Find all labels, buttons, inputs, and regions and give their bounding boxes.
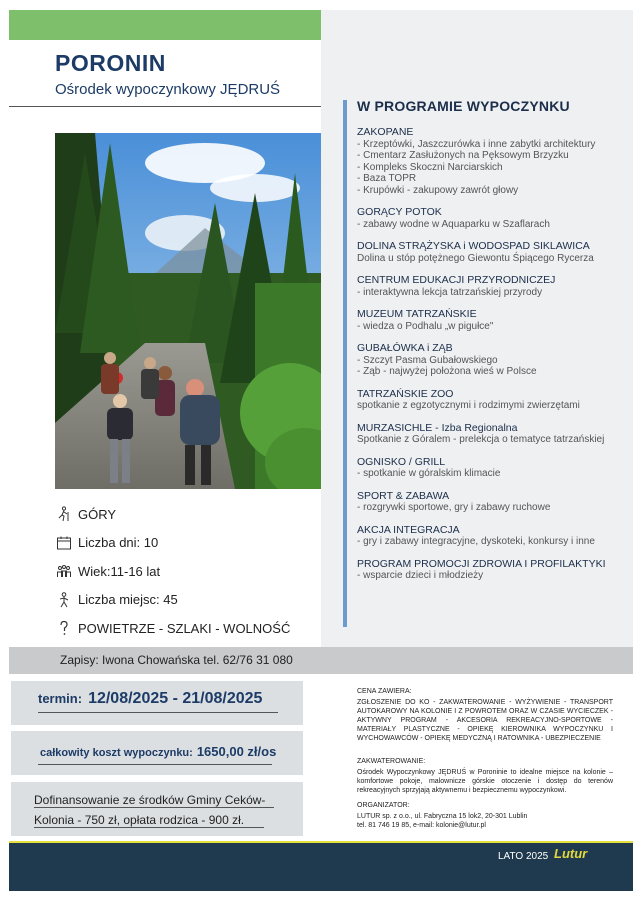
- section-heading: PROGRAM PROMOCJI ZDROWIA I PROFILAKTYKI: [357, 557, 606, 570]
- person-icon: [55, 591, 73, 609]
- section-line: Spotkanie z Góralem - prelekcja o tematyce tatrzańskiej: [357, 434, 605, 445]
- page-title: PORONIN: [55, 50, 166, 76]
- trip-facts: [55, 500, 315, 643]
- section-line: spotkanie z egzotycznymi i rodzimymi zwierzętami: [357, 400, 580, 411]
- program-section: [357, 558, 619, 582]
- brand-logo: Lutur: [554, 846, 588, 861]
- fact-text: GÓRY: [78, 506, 117, 522]
- section-heading: DOLINA STRĄŻYSKA i WODOSPAD SIKLAWICA: [357, 240, 590, 252]
- price-includes-heading: CENA ZAWIERA:: [357, 688, 412, 695]
- season-label: LATO 2025: [498, 851, 549, 862]
- program-section: [357, 206, 619, 230]
- section-line: - zabawy wodne w Aquaparku w Szaflarach: [357, 218, 550, 230]
- group-icon: [55, 562, 73, 580]
- section-heading: AKCJA INTEGRACJA: [357, 523, 460, 536]
- section-line: - wiedza o Podhalu „w pigułce": [357, 320, 494, 332]
- question-icon: [55, 619, 73, 637]
- funding-underline: [34, 827, 264, 828]
- fact-text: Liczba dni: 10: [78, 535, 159, 551]
- organizer-address: LUTUR sp. z o.o., ul. Fabryczna 15 lok2, 20-301 Lublin: [357, 813, 528, 820]
- forest-trail-image: [55, 133, 321, 489]
- section-line: - interaktywna lekcja tatrzańskiej przyrody: [357, 286, 543, 298]
- section-line: - Szczyt Pasma Gubałowskiego: [357, 354, 498, 366]
- accommodation-heading: ZAKWATEROWANIE:: [357, 758, 426, 765]
- section-line: - Cmentarz Zasłużonych na Pęksowym Brzyzku: [357, 150, 569, 161]
- section-line: - Kompleks Skoczni Narciarskich: [357, 161, 503, 173]
- section-heading: MUZEUM TATRZAŃSKIE: [357, 308, 477, 320]
- program-section: [357, 388, 619, 412]
- title-divider: [9, 106, 321, 107]
- program-section: [357, 456, 619, 480]
- calendar-icon: [55, 534, 73, 552]
- section-heading: ZAKOPANE: [357, 126, 414, 138]
- trip-cost: [40, 744, 276, 759]
- program-section: [357, 308, 619, 332]
- page-subtitle: Ośrodek wypoczynkowy JĘDRUŚ: [55, 81, 281, 98]
- section-line: - Baza TOPR: [357, 173, 417, 184]
- fact-item: [55, 586, 315, 615]
- section-heading: OGNISKO / GRILL: [357, 455, 446, 468]
- program-section: [357, 490, 619, 514]
- fact-text: Liczba miejsc: 45: [78, 592, 178, 608]
- section-line: - Ząb - najwyżej położona wieś w Polsce: [357, 366, 537, 377]
- price-includes-text: ZGŁOSZENIE DO KO - ZAKWATEROWANIE - WYŻYWIENIE - TRANSPORT AUTOKAROWY NA KOLONIE I Z POWROTEM ORAZ W CZASIE WYCIECZEK - AKTYWNY PROGRAM - AKCESORIA REKREACYJNO-SPORTOWE - MATERIAŁY PLASTYCZNE - OPIEKĘ KIEROWNIKA WYPOCZYNKU I WYCHOWAWCÓW - OPIEKĘ MEDYCZNĄ I RATOWNIKA - UBEZPIECZENIE: [357, 699, 613, 742]
- section-line: - Krupówki - zakupowy zawrót głowy: [357, 184, 519, 196]
- dates-label: termin:: [38, 691, 83, 706]
- program-section: [357, 274, 619, 298]
- organizer-contact: tel. 81 746 19 85, e-mail: kolonie@lutur.pl: [357, 822, 486, 829]
- price-includes: [357, 687, 613, 743]
- trip-dates: [38, 690, 262, 708]
- program-section: [357, 524, 619, 548]
- section-line: Dolina u stóp potężnego Giewontu Śpiącego Rycerza: [357, 252, 594, 264]
- cost-label: całkowity koszt wypoczynku:: [40, 747, 193, 759]
- accommodation: [357, 757, 613, 795]
- program-section: [357, 342, 619, 378]
- fact-item: [55, 500, 315, 529]
- fact-item: [55, 529, 315, 558]
- section-line: - spotkanie w góralskim klimacie: [357, 468, 501, 479]
- section-heading: GUBAŁÓWKA i ZĄB: [357, 342, 453, 354]
- program-list: [357, 98, 619, 592]
- hero-photo: [55, 133, 321, 489]
- header-accent-bar: [9, 10, 321, 40]
- section-heading: GORĄCY POTOK: [357, 206, 442, 218]
- program-section: [357, 422, 619, 446]
- dates-underline: [38, 712, 278, 713]
- fact-text: POWIETRZE - SZLAKI - WOLNOŚĆ: [78, 620, 291, 636]
- hiker-icon: [55, 505, 73, 523]
- section-line: - Krzeptówki, Jaszczurówka i inne zabytki architektury: [357, 138, 596, 150]
- section-heading: TATRZAŃSKIE ZOO: [357, 387, 454, 400]
- program-section: [357, 126, 619, 196]
- program-section: [357, 240, 619, 264]
- fact-text: Wiek:11-16 lat: [78, 563, 161, 579]
- section-heading: SPORT & ZABAWA: [357, 489, 450, 502]
- funding-underline: [34, 807, 274, 808]
- program-accent-bar: [343, 100, 347, 627]
- section-heading: MURZASICHLE - Izba Regionalna: [357, 421, 518, 434]
- section-line: - rozgrywki sportowe, gry i zabawy ruchowe: [357, 502, 551, 513]
- program-title: W PROGRAMIE WYPOCZYNKU: [357, 98, 570, 114]
- section-line: - gry i zabawy integracyjne, dyskoteki, konkursy i inne: [357, 536, 595, 547]
- section-line: - wsparcie dzieci i młodzieży: [357, 570, 484, 581]
- organizer: [357, 801, 613, 830]
- fact-item: [55, 557, 315, 586]
- funding-text: Dofinansowanie ze środków Gminy Ceków-Kolonia - 750 zł, opłata rodzica - 900 zł.: [34, 793, 266, 827]
- organizer-heading: ORGANIZATOR:: [357, 802, 410, 809]
- cost-underline: [38, 764, 272, 765]
- fact-item: [55, 614, 315, 643]
- cost-value: 1650,00 zł/os: [196, 744, 277, 759]
- accommodation-text: Ośrodek Wypoczynkowy JĘDRUŚ w Poroninie to idealne miejsce na kolonie – komfortowe pokoje, malownicze górskie otoczenie i dostęp do terenów rekreacyjnych sprzyjają aktywnemu i bezpiecznemu wypoczynkowi.: [357, 769, 613, 794]
- dates-value: 12/08/2025 - 21/08/2025: [88, 690, 263, 707]
- registration-contact: Zapisy: Iwona Chowańska tel. 62/76 31 080: [60, 653, 293, 667]
- section-heading: CENTRUM EDUKACJI PRZYRODNICZEJ: [357, 274, 556, 286]
